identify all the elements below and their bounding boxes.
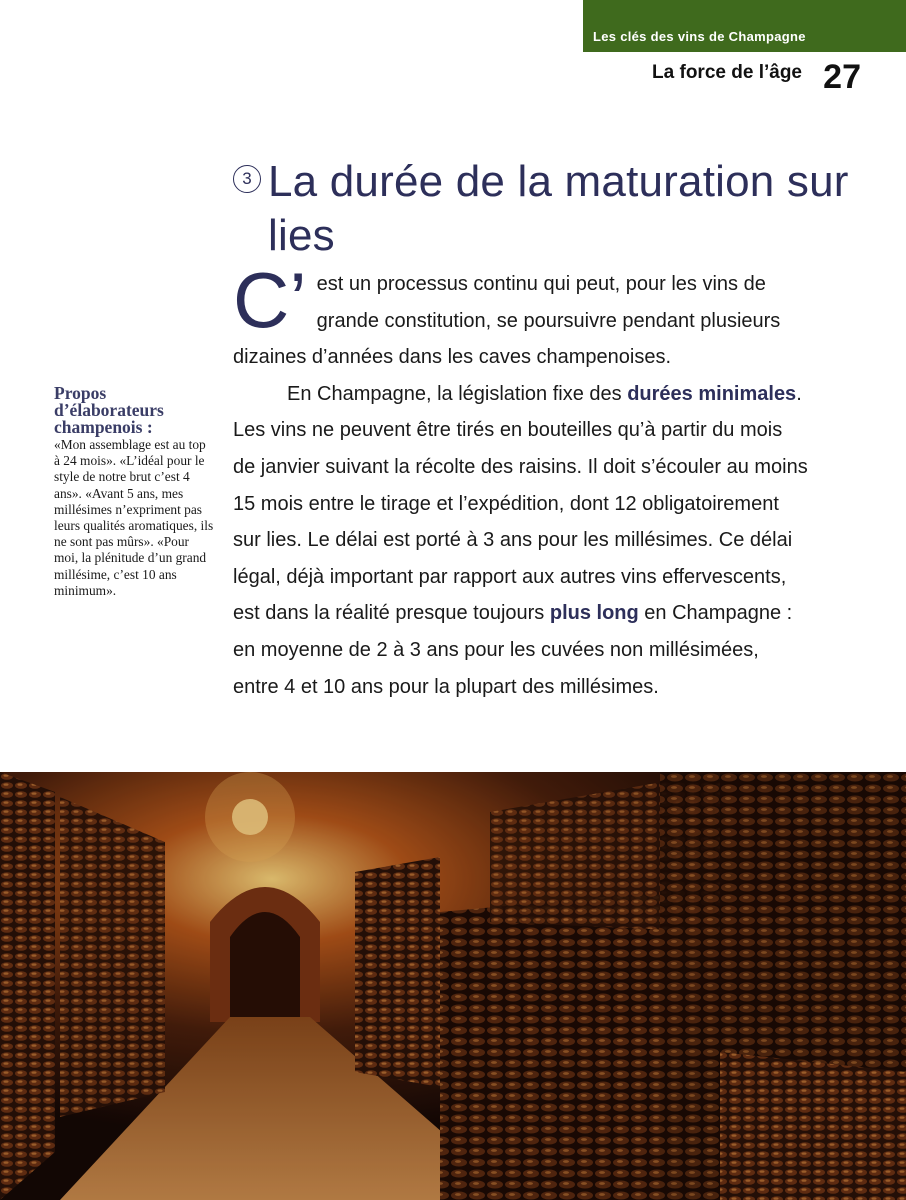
paragraph-2-text-c: en Champagne : en moyenne de 2 à 3 ans pour les cuvées non millésimées, entre 4 et 10 ans pour la plupart des millésimes. — [233, 602, 793, 698]
paragraph-1-text: est un processus continu qui peut, pour les vins de grande constitution, se poursuivre pendant plusieurs dizaines d’années dans les caves champenoises. — [233, 273, 781, 369]
section-title: La force de l’âge — [652, 62, 802, 83]
paragraph-2 — [233, 376, 808, 705]
cellar-photo — [0, 772, 906, 1200]
article-heading: La durée de la maturation sur lies — [268, 157, 849, 260]
article-body — [233, 256, 808, 705]
page-number: 27 — [823, 58, 861, 96]
sidebar-quote-text: «Mon assemblage est au top à 24 mois». «L’idéal pour le style de notre brut c’est 4 ans». «Avant 5 ans, mes millésimes n’expriment pas leurs qualités aromatiques, ils ne sont pas mûrs». «Pour moi, la plénitude d’un grand millésime, c’est 10 ans minimum». — [54, 437, 214, 598]
highlight-plus-long: plus long — [549, 602, 639, 625]
sidebar-title: Propos d’élaborateurs champenois : — [54, 383, 164, 437]
cellar-illustration — [0, 772, 906, 1200]
drop-cap: C’ — [233, 256, 307, 344]
paragraph-1 — [233, 256, 808, 376]
header-band-text: Les clés des vins de Champagne — [593, 29, 806, 44]
highlight-durees-minimales: durées minimales — [627, 382, 797, 405]
photo-shade — [0, 772, 906, 1200]
paragraph-2-text-b: . Les vins ne peuvent être tirés en bouteilles qu’à partir du mois de janvier suivant la récolte des raisins. Il doit s’écouler au moins 15 mois entre le tirage et l’expédition, dont 12 obligatoirement sur lies. Le délai est porté à 3 ans pour les millésimes. Ce délai légal, déjà important par rapport aux autres vins effervescents, est dans la réalité presque toujours — [233, 382, 808, 625]
heading-number-badge: 3 — [233, 165, 261, 193]
sidebar-quotes — [54, 385, 214, 599]
header-band — [583, 0, 906, 52]
paragraph-2-text-a: En Champagne, la législation fixe des — [287, 382, 628, 405]
